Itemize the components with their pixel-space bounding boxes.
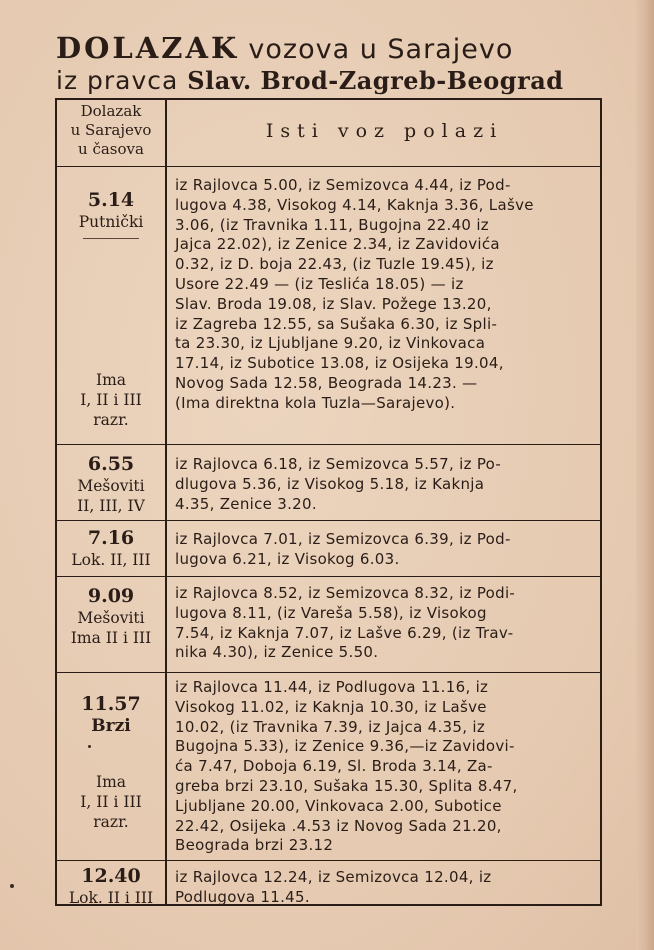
origin-line: 3.06, (iz Travnika 1.11, Bugojna 22.40 iz [175, 215, 489, 234]
row-4-origins [175, 584, 595, 663]
origin-line: Bugojna 5.33), iz Zenice 9.36,—iz Zavidovi- [175, 737, 515, 756]
row-separator [57, 672, 600, 673]
title-main-word: DOLAZAK [56, 31, 240, 65]
row-6-origins [175, 868, 595, 908]
row-separator [57, 860, 600, 861]
class-line: razr. [93, 411, 129, 429]
row-separator [57, 576, 600, 577]
row-separator [57, 444, 600, 445]
title-route: Slav. Brod-Zagreb-Beograd [187, 66, 564, 95]
row-3-origins [175, 530, 595, 570]
title-line-2 [56, 66, 626, 96]
header-departs: Isti voz polazi [265, 120, 504, 142]
row-1-left [57, 188, 165, 245]
arrival-time: 5.14 [87, 189, 135, 211]
class-line: I, II i III [80, 391, 142, 409]
origin-line: iz Rajlovca 8.52, iz Semizovca 8.32, iz Podi- [175, 584, 516, 602]
origin-line: iz Rajlovca 6.18, iz Semizovca 5.57, iz Po- [175, 455, 502, 473]
origin-line: iz Rajlovca 12.24, iz Semizovca 12.04, iz [175, 868, 492, 886]
row-2-left [57, 452, 165, 516]
class-line: Ima [95, 773, 127, 791]
origin-line: nika 4.30), iz Zenice 5.50. [175, 643, 379, 662]
arrival-time: 11.57 [81, 693, 141, 715]
timetable [55, 98, 602, 906]
title-direction-prefix: iz pravca [56, 66, 179, 95]
row-6-left [57, 864, 165, 908]
origin-line: dlugova 5.36, iz Visokog 5.18, iz Kaknja [175, 474, 485, 493]
origin-line: 0.32, iz D. boja 22.43, (iz Tuzle 19.45), iz [175, 255, 494, 274]
train-type: Putnički [78, 213, 144, 231]
origin-line: Jajca 22.02), iz Zenice 2.34, iz Zavidovića [175, 235, 500, 254]
header-arrival-line-3: u časova [78, 140, 144, 158]
origin-line: Podlugova 11.45. [175, 887, 310, 906]
row-separator [57, 520, 600, 521]
origin-line: 22.42, Osijeka .4.53 iz Novog Sada 21.20, [175, 816, 502, 835]
title-line-1 [56, 30, 636, 68]
origin-line: lugova 6.21, iz Visokog 6.03. [175, 549, 400, 568]
header-arrival [57, 102, 165, 159]
class-line: II, III, IV [77, 497, 145, 515]
print-speck [10, 884, 14, 888]
print-speck [88, 745, 91, 748]
class-line: Ima II i III [70, 629, 152, 647]
origin-line: lugova 8.11, (iz Vareša 5.58), iz Visokog [175, 603, 487, 622]
row-1-origins [175, 176, 595, 414]
row-1-class [57, 370, 165, 430]
origin-line: 17.14, iz Subotice 13.08, iz Osijeka 19.04, [175, 354, 504, 373]
origin-line: iz Rajlovca 5.00, iz Semizovca 4.44, iz Pod- [175, 176, 511, 194]
arrival-time: 12.40 [81, 865, 141, 887]
arrival-time: 6.55 [87, 453, 135, 475]
origin-line: iz Zagreba 12.55, sa Sušaka 6.30, iz Spli- [175, 314, 498, 333]
class-line: Ima [95, 371, 127, 389]
row-5-class [57, 772, 165, 832]
origin-line: Novog Sada 12.58, Beograda 14.23. — [175, 373, 478, 392]
title-rest: vozova u Sarajevo [248, 34, 514, 65]
origin-line: greba brzi 23.10, Sušaka 15.30, Splita 8.47, [175, 776, 518, 795]
header-arrival-line-2: u Sarajevo [70, 121, 152, 139]
origin-line: iz Rajlovca 7.01, iz Semizovca 6.39, iz Pod- [175, 530, 511, 548]
origin-line: iz Rajlovca 11.44, iz Podlugova 11.16, iz [175, 678, 489, 696]
train-type: Lok. II, III [71, 551, 151, 569]
row-4-left [57, 584, 165, 648]
origin-line: Ljubljane 20.00, Vinkovaca 2.00, Subotice [175, 796, 502, 815]
header-separator [57, 166, 600, 167]
origin-line: lugova 4.38, Visokog 4.14, Kaknja 3.36, Lašve [175, 195, 534, 214]
origin-line: 10.02, (iz Travnika 7.39, iz Jajca 4.35, iz [175, 717, 485, 736]
origin-line: 4.35, Zenice 3.20. [175, 494, 317, 513]
header-arrival-line-1: Dolazak [80, 102, 142, 120]
origin-line: Slav. Broda 19.08, iz Slav. Požege 13.20, [175, 294, 492, 313]
train-type: Mešoviti [77, 609, 145, 627]
train-type: Mešoviti [77, 477, 145, 495]
origin-line: Beograda brzi 23.12 [175, 836, 334, 855]
row-5-left [57, 692, 165, 736]
origin-line: ta 23.30, iz Ljubljane 9.20, iz Vinkovaca [175, 334, 486, 353]
origin-line: Usore 22.49 — (iz Teslića 18.05) — iz [175, 274, 464, 293]
divider-dash [83, 238, 139, 239]
page-edge [636, 0, 654, 950]
origin-line: (Ima direktna kola Tuzla—Sarajevo). [175, 393, 456, 412]
origin-line: Visokog 11.02, iz Kaknja 10.30, iz Lašve [175, 697, 487, 716]
class-line: I, II i III [80, 793, 142, 811]
train-type: Lok. II i III [68, 889, 154, 907]
row-2-origins [175, 455, 595, 514]
row-5-origins [175, 678, 595, 856]
origin-line: 7.54, iz Kaknja 7.07, iz Lašve 6.29, (iz Trav- [175, 623, 514, 642]
train-type: Brzi [91, 716, 131, 736]
arrival-time: 7.16 [87, 527, 135, 549]
origin-line: ća 7.47, Doboja 6.19, Sl. Broda 3.14, Za- [175, 757, 493, 776]
arrival-time: 9.09 [87, 585, 135, 607]
row-3-left [57, 526, 165, 570]
class-line: razr. [93, 813, 129, 831]
column-divider [165, 100, 167, 904]
